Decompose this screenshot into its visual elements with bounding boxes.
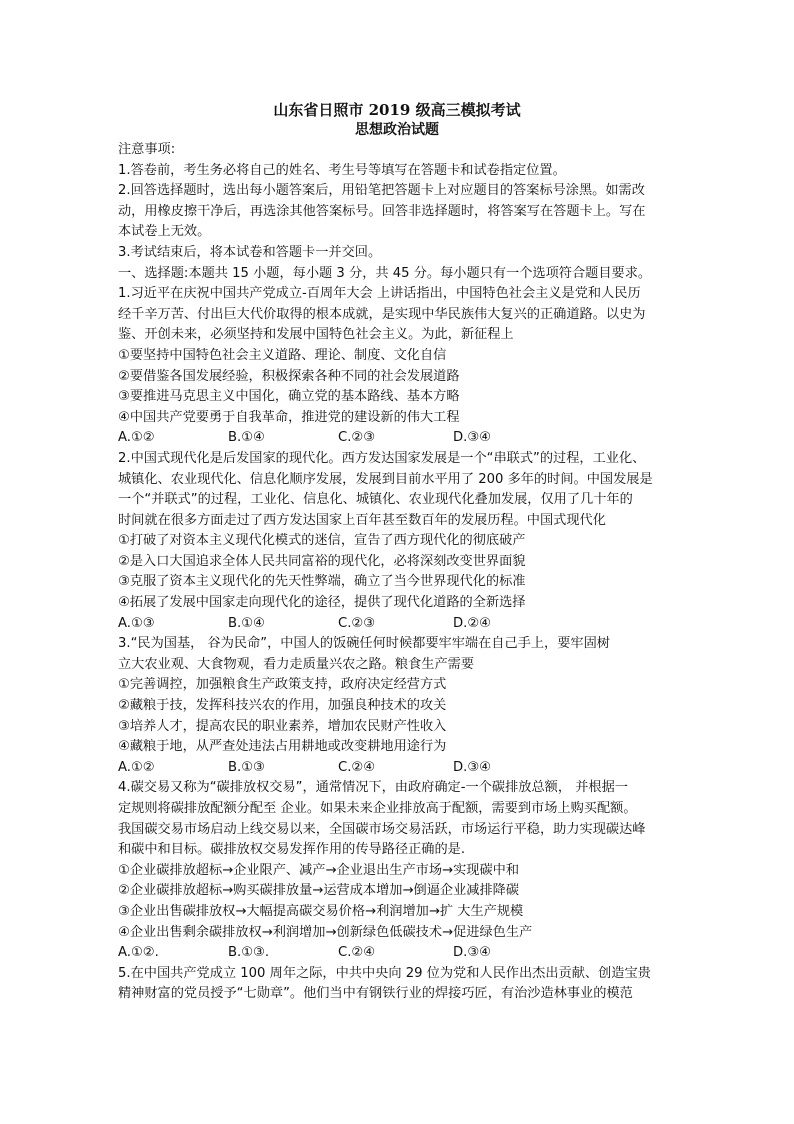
page-title: 山东省日照市 2019 级高三模拟考试 [273, 101, 521, 119]
question-4-statement: ③企业出售碳排放权→大幅提高碳交易价格→利润增加→扩 大生产规模 [118, 903, 524, 919]
notice-item: 1.答卷前，考生务必将自己的姓名、考生号等填写在答题卡和试卷指定位置。 [118, 162, 566, 178]
option-c: C.②③ [338, 430, 376, 446]
question-4-options [118, 943, 680, 964]
question-2-stem: 城镇化、农业现代化、信息化顺序发展，发展到目前水平用了 200 多年的时间。中国发展是 [118, 471, 653, 487]
question-4-stem: 定规则将碳排放配额分配至 企业。如果未来企业排放高于配额，需要到市场上购买配额。 [118, 801, 637, 816]
question-2-stem: 一个“并联式”的过程，工业化、信息化、城镇化、农业现代化叠加发展，仅用了几十年的 [118, 492, 633, 508]
question-4-statement: ②企业碳排放超标→购买碳排放量→运营成本增加→倒逼企业减排降碳 [118, 883, 520, 899]
question-2-stem: 时间就在很多方面走过了西方发达国家上百年甚至数百年的发展历程。中国式现代化 [118, 512, 606, 528]
question-1-stem: 鉴、开创未来，必须坚持和发展中国特色社会主义。为此，新征程上 [118, 327, 514, 343]
option-b: B.①③ [228, 759, 265, 775]
option-b: B.①④ [228, 615, 265, 631]
question-1-stem: 1.习近平在庆祝中国共产党成立-百周年大会 上讲话指出，中国特色社会主义是党和人民历 [118, 286, 641, 302]
notice-item: 动，用橡皮擦干净后，再选涂其他答案标号。回答非选择题时，将答案写在答题卡上。写在 [118, 203, 646, 219]
question-2-stem: 2.中国式现代化是后发国家的现代化。西方发达国家发展是一个“串联式”的过程，工业化、 [118, 450, 646, 466]
option-a: A.①②. [118, 945, 159, 961]
option-a: A.①② [118, 759, 155, 775]
question-2-statement: ①打破了对资本主义现代化模式的迷信，宣告了西方现代化的彻底破产 [118, 533, 526, 549]
question-2-options [118, 614, 680, 635]
option-a: A.①③ [118, 615, 155, 631]
question-4-statement: ④企业出售剩余碳排放权→利润增加→创新绿色低碳技术→促进绿色生产 [118, 924, 533, 940]
question-3-statement: ①完善调控，加强粮食生产政策支持，政府决定经营方式 [118, 677, 447, 693]
option-d: D.③④ [453, 945, 491, 961]
question-4-stem: 和碳中和目标。碳排放权交易发挥作用的传导路径正确的是. [118, 842, 466, 858]
question-1-stem: 经千辛万苦、付出巨大代价取得的根本成就，是实现中华民族伟大复兴的正确道路。以史为 [118, 306, 646, 322]
option-b: B.①④ [228, 430, 265, 446]
question-3-stem: 立大农业观、大食物观，看力走质量兴农之路。粮食生产需要 [118, 656, 475, 672]
option-c: C.②④ [338, 945, 376, 961]
option-d: D.③④ [453, 430, 491, 446]
question-1-statement: ①要坚持中国特色社会主义道路、理论、制度、文化自信 [118, 347, 447, 363]
option-d: D.③④ [453, 759, 491, 775]
option-c: C.②③ [338, 615, 376, 631]
title-block [0, 100, 794, 140]
question-2-statement: ③克服了资本主义现代化的先天性弊端，确立了当今世界现代化的标准 [118, 574, 526, 590]
notice-item: 2.回答选择题时，选出每小题答案后，用铅笔把答题卡上对应题目的答案标号涂黑。如需改 [118, 183, 645, 199]
notice-item: 3.考试结束后，将本试卷和答题卡一并交回。 [118, 244, 382, 260]
question-4-stem: 我国碳交易市场启动上线交易以来，全国碳市场交易活跃，市场运行平稳，助力实现碳达峰 [118, 821, 646, 837]
option-a: A.①② [118, 430, 155, 446]
question-3-options [118, 758, 680, 779]
question-1-statement: ④中国共产党要勇于自我革命，推进党的建设新的伟大工程 [118, 409, 460, 425]
option-d: D.②④ [453, 615, 491, 631]
question-3-statement: ③培养人才，提高农民的职业素养，增加农民财产性收入 [118, 718, 447, 734]
question-4-statement: ①企业碳排放超标→企业限产、减产→企业退出生产市场→实现碳中和 [118, 862, 520, 878]
question-1-statement: ③要推进马克思主义中国化，确立党的基本路线、基本方略 [118, 389, 460, 405]
option-b: B.①③. [228, 945, 270, 961]
question-3-statement: ②藏粮于技，发挥科技兴农的作用，加强良种技术的攻关 [118, 698, 447, 714]
question-4-stem: 4.碳交易又称为“碳排放权交易”，通常情况下，由政府确定-一个碳排放总额， 并根据一 [118, 780, 628, 796]
question-3-statement: ④藏粮于地，从严查处违法占用耕地或改变耕地用途行为 [118, 739, 447, 755]
section-heading: 一、选择题:本题共 15 小题，每小题 3 分，共 45 分。每小题只有一个选项符合题目要求。 [118, 265, 652, 281]
notice-heading: 注意事项: [118, 142, 176, 157]
notice-item: 本试卷上无效。 [118, 224, 211, 240]
question-2-statement: ②是入口大国追求全体人民共同富裕的现代化，必将深刻改变世界面貌 [118, 553, 526, 569]
question-2-statement: ④拓展了发展中国家走向现代化的途径，提供了现代化道路的全新选择 [118, 595, 526, 611]
question-5-stem: 5.在中国共产党成立 100 周年之际，中共中央向 29 位为党和人民作出杰出贡献、创造宝贵 [118, 965, 651, 981]
option-c: C.②④ [338, 759, 376, 775]
question-3-stem: 3.“民为国基， 谷为民命”，中国人的饭碗任何时候都要牢牢端在自己手上，要牢固树 [118, 636, 610, 652]
exam-body [118, 140, 680, 1005]
page-subtitle: 思想政治试题 [355, 122, 439, 138]
question-1-options [118, 428, 680, 449]
question-1-statement: ②要借鉴各国发展经验，积极探索各种不同的社会发展道路 [118, 368, 460, 384]
question-5-stem: 精神财富的党员授予“七勋章”。他们当中有钢铁行业的焊接巧匠，有治沙造林事业的模范 [118, 986, 633, 1002]
